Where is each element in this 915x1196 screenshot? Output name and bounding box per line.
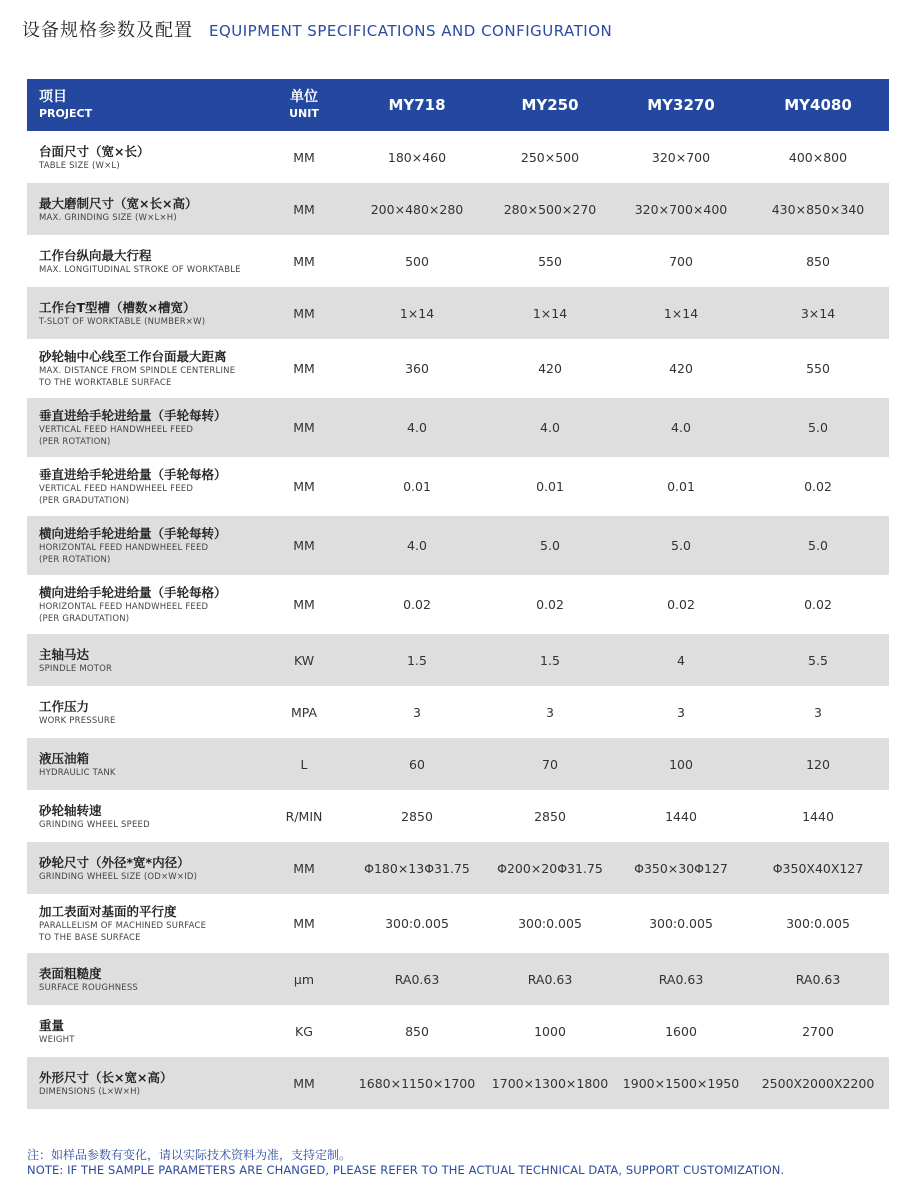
row-project — [27, 738, 259, 790]
row-unit: MM — [293, 149, 315, 165]
row-unit: MM — [293, 1075, 315, 1091]
table-row — [27, 575, 889, 634]
row-value-my718: 1.5 — [407, 652, 427, 668]
row-value-my4080: 3×14 — [800, 305, 836, 321]
row-value-my3270: 0.01 — [667, 479, 695, 494]
row-value-my4080: 3 — [814, 704, 822, 720]
row-value-my3270: 320×700×400 — [634, 201, 728, 217]
header-project-cn: 项目 — [39, 89, 67, 105]
row-value-my3270: 100 — [669, 756, 693, 772]
row-value-my718: RA0.63 — [394, 971, 440, 987]
row-value-my250: 0.01 — [536, 479, 564, 494]
header-model-my250: MY250 — [521, 96, 579, 114]
row-value-my718: 500 — [405, 253, 429, 269]
row-unit: KW — [293, 652, 315, 668]
footnote-en: NOTE: IF THE SAMPLE PARAMETERS ARE CHANGED, PLEASE REFER TO THE ACTUAL TECHNICAL DATA, SUPPORT CUSTOMIZATION. — [27, 1163, 785, 1177]
row-project-en: MAX. DISTANCE FROM SPINDLE CENTERLINE — [39, 366, 236, 376]
row-project-cn: 横向进给手轮进给量（手轮每格） — [39, 585, 227, 600]
row-value-my718: 360 — [405, 361, 429, 376]
row-project — [27, 339, 259, 398]
row-project-cn: 砂轮尺寸（外径*宽*内径） — [39, 854, 190, 870]
row-value-my718: 4.0 — [407, 420, 427, 435]
table-row — [27, 790, 889, 842]
header-model-my3270: MY3270 — [647, 96, 715, 114]
row-value-my4080: 5.0 — [808, 538, 828, 553]
row-project-en: WEIGHT — [39, 1034, 75, 1045]
row-value-my250: 3 — [546, 704, 554, 720]
row-project — [27, 575, 259, 634]
row-value-my4080: 430×850×340 — [771, 201, 865, 217]
header-unit-en: UNIT — [289, 107, 319, 120]
row-project-en: SPINDLE MOTOR — [39, 663, 113, 674]
row-project-en-line2: (PER GRADUTATION) — [39, 496, 130, 506]
row-project-cn: 垂直进给手轮进给量（手轮每转） — [39, 408, 227, 423]
row-project-en-line2: TO THE WORKTABLE SURFACE — [39, 378, 172, 388]
table-row — [27, 398, 889, 457]
table-row — [27, 1005, 889, 1057]
row-project-en: SURFACE ROUGHNESS — [39, 982, 139, 993]
row-value-my250: 70 — [542, 756, 558, 772]
row-value-my250: 4.0 — [540, 420, 560, 435]
row-unit: MPA — [290, 704, 318, 720]
table-row — [27, 894, 889, 953]
table-row — [27, 183, 889, 235]
header-model-my718: MY718 — [388, 96, 446, 114]
row-project-en: HYDRAULIC TANK — [39, 767, 116, 778]
row-value-my4080: Φ350X40X127 — [772, 860, 864, 876]
row-project — [27, 1057, 259, 1109]
row-value-my718: 60 — [409, 756, 425, 772]
row-value-my250: Φ200×20Φ31.75 — [497, 860, 603, 876]
row-value-my3270: 4.0 — [671, 420, 691, 435]
row-project — [27, 790, 259, 842]
table-row — [27, 686, 889, 738]
row-value-my4080: 2500X2000X2200 — [761, 1075, 875, 1091]
row-project — [27, 398, 259, 457]
row-value-my250: 420 — [538, 361, 562, 376]
table-header-row — [27, 79, 889, 131]
row-project-cn: 工作台纵向最大行程 — [39, 247, 152, 263]
row-project-cn: 台面尺寸（宽×长） — [39, 143, 150, 159]
row-project — [27, 842, 259, 894]
row-unit: MM — [293, 201, 315, 217]
row-project — [27, 131, 259, 183]
row-project-en: PARALLELISM OF MACHINED SURFACE — [39, 921, 207, 931]
row-project-en: GRINDING WHEEL SIZE (OD×W×ID) — [39, 871, 198, 882]
row-value-my3270: 320×700 — [651, 149, 711, 165]
row-project — [27, 894, 259, 953]
row-project-cn: 加工表面对基面的平行度 — [39, 904, 177, 919]
row-project-en: MAX. GRINDING SIZE (W×L×H) — [39, 212, 177, 223]
row-value-my4080: 550 — [806, 361, 830, 376]
row-value-my3270: 0.02 — [667, 597, 695, 612]
page-subtitle: EQUIPMENT SPECIFICATIONS AND CONFIGURATION — [209, 22, 613, 40]
row-project-cn: 重量 — [39, 1017, 65, 1033]
row-value-my250: 250×500 — [520, 149, 580, 165]
footnote-cn: 注：如样品参数有变化，请以实际技术资料为准，支持定制。 — [27, 1148, 352, 1162]
row-project-en-line2: (PER ROTATION) — [39, 555, 111, 565]
row-value-my4080: 300:0.005 — [786, 916, 850, 931]
table-row — [27, 339, 889, 398]
row-value-my4080: 5.5 — [808, 652, 828, 668]
row-unit: MM — [293, 305, 315, 321]
row-project — [27, 953, 259, 1005]
row-project-en: TABLE SIZE (W×L) — [39, 160, 120, 171]
table-row — [27, 287, 889, 339]
row-unit: MM — [293, 597, 315, 612]
row-value-my3270: Φ350×30Φ127 — [634, 860, 728, 876]
table-row — [27, 738, 889, 790]
row-unit: MM — [293, 860, 315, 876]
row-project — [27, 457, 259, 516]
row-value-my718: 180×460 — [387, 149, 447, 165]
row-value-my718: 2850 — [401, 808, 433, 824]
row-value-my250: RA0.63 — [527, 971, 573, 987]
row-unit: KG — [295, 1023, 313, 1039]
row-project — [27, 287, 259, 339]
row-value-my718: 0.01 — [403, 479, 431, 494]
row-project-en: T-SLOT OF WORKTABLE (NUMBER×W) — [39, 316, 206, 327]
row-project-en: VERTICAL FEED HANDWHEEL FEED — [39, 425, 194, 435]
table-body — [27, 131, 889, 1109]
row-value-my3270: 1900×1500×1950 — [622, 1075, 740, 1091]
row-project-en: GRINDING WHEEL SPEED — [39, 819, 150, 830]
row-value-my4080: 400×800 — [788, 149, 848, 165]
table-row — [27, 516, 889, 575]
row-unit: L — [300, 756, 308, 772]
header-project-en: PROJECT — [39, 107, 93, 120]
row-value-my4080: RA0.63 — [795, 971, 841, 987]
row-project — [27, 235, 259, 287]
row-unit: MM — [293, 479, 315, 494]
row-value-my250: 0.02 — [536, 597, 564, 612]
row-project — [27, 1005, 259, 1057]
row-value-my718: 1680×1150×1700 — [358, 1075, 476, 1091]
row-project-en-line2: (PER GRADUTATION) — [39, 614, 130, 624]
header-unit-cn: 单位 — [290, 89, 318, 105]
row-value-my250: 1×14 — [532, 305, 568, 321]
row-value-my250: 2850 — [534, 808, 566, 824]
row-value-my3270: 1×14 — [663, 305, 699, 321]
row-unit: MM — [293, 420, 315, 435]
row-value-my3270: 5.0 — [671, 538, 691, 553]
row-value-my3270: 3 — [677, 704, 685, 720]
row-project — [27, 183, 259, 235]
row-project-en: VERTICAL FEED HANDWHEEL FEED — [39, 484, 194, 494]
row-value-my4080: 5.0 — [808, 420, 828, 435]
specifications-table — [27, 79, 889, 1109]
row-project — [27, 686, 259, 738]
row-value-my718: 850 — [405, 1023, 429, 1039]
row-project-en: DIMENSIONS (L×W×H) — [39, 1086, 141, 1097]
row-value-my718: 0.02 — [403, 597, 431, 612]
row-value-my4080: 850 — [806, 253, 830, 269]
row-value-my250: 1000 — [534, 1023, 566, 1039]
row-value-my3270: RA0.63 — [658, 971, 704, 987]
row-value-my3270: 4 — [677, 652, 685, 668]
page-title: 设备规格参数及配置 — [22, 20, 193, 41]
row-unit: MM — [293, 916, 315, 931]
row-unit: MM — [293, 361, 315, 376]
table-row — [27, 842, 889, 894]
row-project-cn: 外形尺寸（长×宽×高） — [39, 1069, 173, 1085]
footnote — [27, 1147, 784, 1178]
header-model-my4080: MY4080 — [784, 96, 852, 114]
header-unit — [259, 79, 349, 131]
row-value-my718: 1×14 — [399, 305, 435, 321]
row-project-cn: 主轴马达 — [39, 646, 90, 662]
table-row — [27, 131, 889, 183]
row-project-cn: 砂轮轴转速 — [39, 802, 102, 818]
row-project — [27, 634, 259, 686]
row-project-en-line2: TO THE BASE SURFACE — [39, 933, 141, 943]
row-unit: μm — [293, 971, 315, 987]
header-project — [27, 79, 259, 131]
row-project-en: WORK PRESSURE — [39, 715, 116, 726]
row-project-cn: 砂轮轴中心线至工作台面最大距离 — [39, 349, 227, 364]
row-value-my250: 300:0.005 — [518, 916, 582, 931]
row-value-my250: 1.5 — [540, 652, 560, 668]
row-value-my718: Φ180×13Φ31.75 — [364, 860, 470, 876]
row-project-cn: 表面粗糙度 — [39, 965, 102, 981]
row-value-my4080: 0.02 — [804, 479, 832, 494]
row-value-my718: 3 — [413, 704, 421, 720]
row-value-my3270: 700 — [669, 253, 693, 269]
table-row — [27, 953, 889, 1005]
row-project-cn: 工作压力 — [39, 698, 90, 714]
row-value-my3270: 1600 — [665, 1023, 697, 1039]
row-project-en-line2: (PER ROTATION) — [39, 437, 111, 447]
row-unit: MM — [293, 538, 315, 553]
table-row — [27, 235, 889, 287]
row-project-cn: 液压油箱 — [39, 750, 90, 766]
row-value-my250: 550 — [538, 253, 562, 269]
row-value-my4080: 1440 — [802, 808, 834, 824]
row-unit: R/MIN — [285, 808, 323, 824]
row-value-my3270: 1440 — [665, 808, 697, 824]
row-value-my718: 300:0.005 — [385, 916, 449, 931]
row-project-cn: 最大磨制尺寸（宽×长×高） — [39, 195, 198, 211]
row-project-cn: 工作台T型槽（槽数×槽宽） — [39, 299, 196, 315]
table-row — [27, 1057, 889, 1109]
table-row — [27, 457, 889, 516]
row-project-en: MAX. LONGITUDINAL STROKE OF WORKTABLE — [39, 264, 241, 275]
row-project — [27, 516, 259, 575]
row-value-my250: 5.0 — [540, 538, 560, 553]
row-value-my3270: 420 — [669, 361, 693, 376]
row-project-cn: 垂直进给手轮进给量（手轮每格） — [39, 467, 227, 482]
row-value-my4080: 120 — [806, 756, 830, 772]
row-value-my3270: 300:0.005 — [649, 916, 713, 931]
row-value-my718: 4.0 — [407, 538, 427, 553]
row-project-en: HORIZONTAL FEED HANDWHEEL FEED — [39, 602, 209, 612]
row-project-en: HORIZONTAL FEED HANDWHEEL FEED — [39, 543, 209, 553]
row-value-my4080: 0.02 — [804, 597, 832, 612]
row-project-cn: 横向进给手轮进给量（手轮每转） — [39, 526, 227, 541]
row-unit: MM — [293, 253, 315, 269]
row-value-my718: 200×480×280 — [370, 201, 464, 217]
table-row — [27, 634, 889, 686]
row-value-my250: 280×500×270 — [503, 201, 597, 217]
row-value-my4080: 2700 — [802, 1023, 834, 1039]
page-header — [22, 16, 612, 46]
row-value-my250: 1700×1300×1800 — [491, 1075, 609, 1091]
